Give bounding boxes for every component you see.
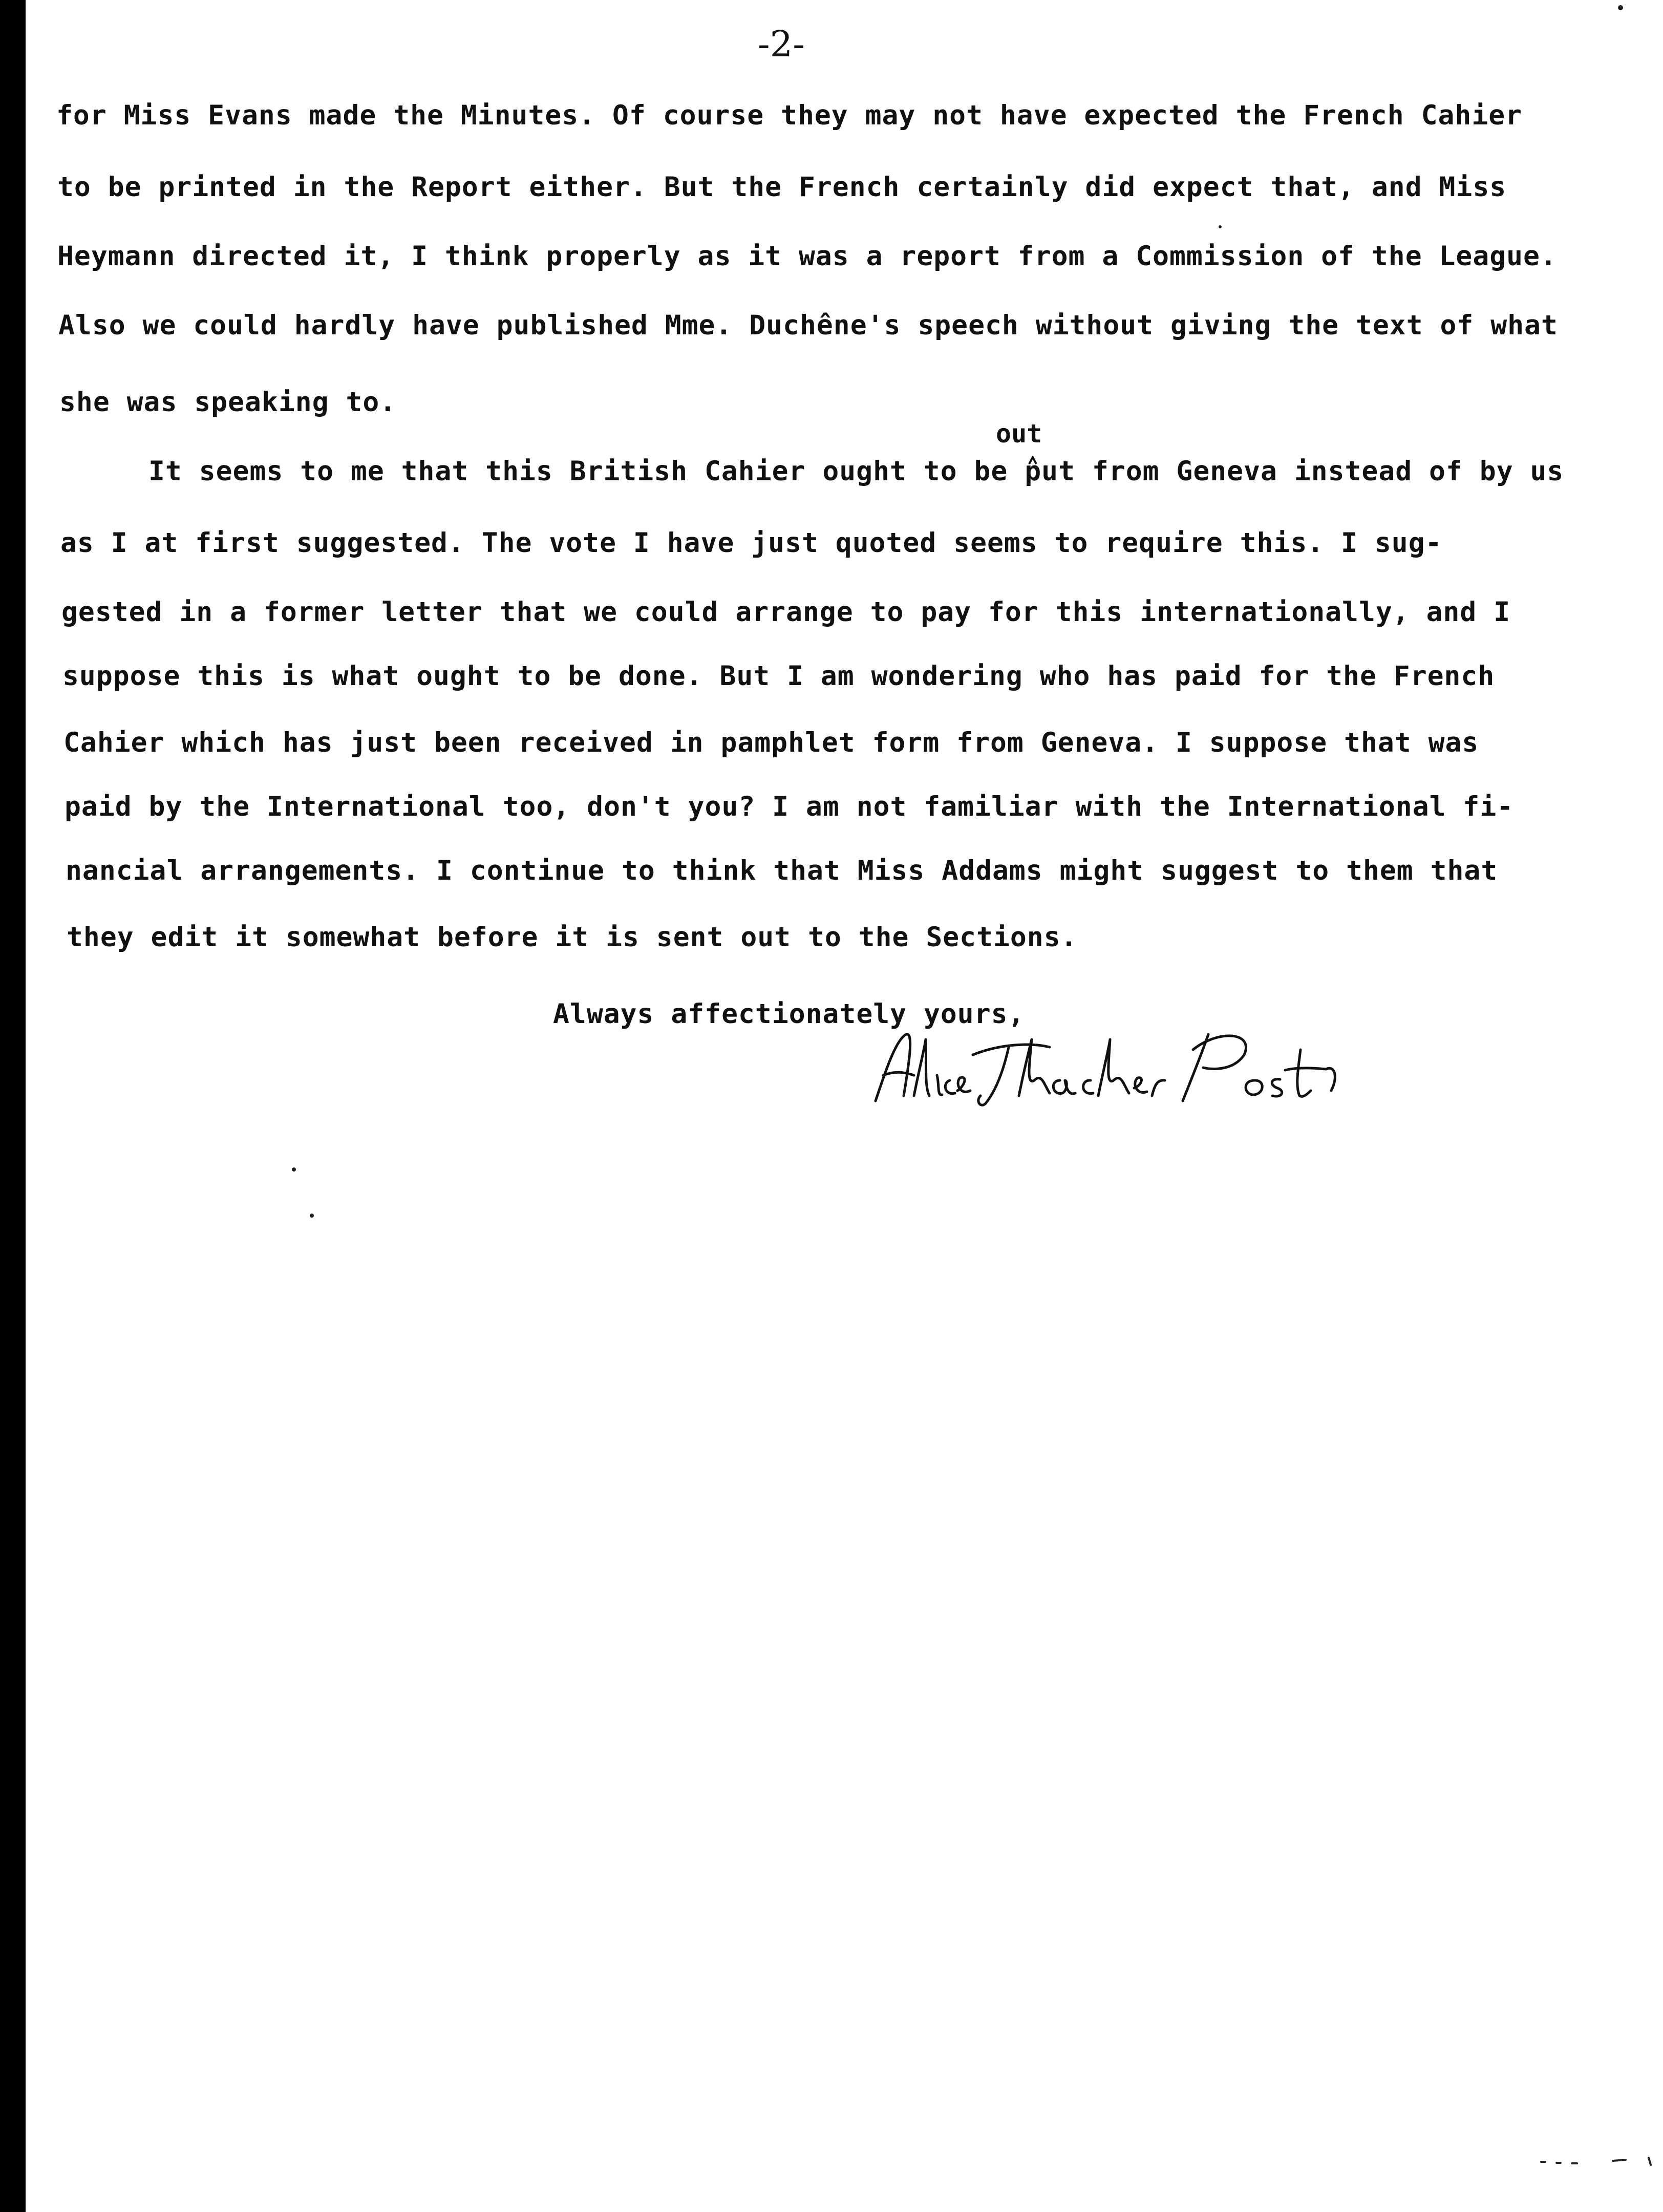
body-line-12: nancial arrangements. I continue to think that Miss Addams might suggest to them that bbox=[66, 855, 1498, 886]
body-line-2: to be printed in the Report either. But the French certainly did expect that, and Miss bbox=[57, 172, 1507, 203]
paper-speck bbox=[1618, 5, 1623, 10]
body-line-8: gested in a former letter that we could arrange to pay for this internationally, and I bbox=[61, 597, 1511, 628]
scan-border bbox=[0, 0, 26, 2212]
paper-speck bbox=[292, 1167, 296, 1172]
handwritten-insertion: out bbox=[996, 419, 1042, 449]
body-line-7: as I at first suggested. The vote I have just quoted seems to require this. I sug- bbox=[60, 527, 1442, 559]
body-line-9: suppose this is what ought to be done. But I am wondering who has paid for the French bbox=[62, 661, 1495, 692]
body-line-6: It seems to me that this British Cahier ought to be put from Geneva instead of by us bbox=[148, 456, 1564, 487]
handwritten-signature bbox=[865, 1019, 1377, 1121]
paper-speck bbox=[1219, 225, 1222, 228]
body-line-1: for Miss Evans made the Minutes. Of course they may not have expected the French Cahier bbox=[56, 100, 1523, 131]
letter-page bbox=[26, 0, 1663, 2212]
page-number: -2- bbox=[758, 23, 805, 65]
body-line-11: paid by the International too, don't you? I am not familiar with the International fi- bbox=[65, 791, 1514, 822]
body-line-4: Also we could hardly have published Mme. Duchêne's speech without giving the text of what bbox=[58, 310, 1558, 341]
closing-salutation: Always affectionately yours, bbox=[553, 998, 1025, 1030]
paper-speck bbox=[310, 1214, 314, 1218]
scan-edge-marks bbox=[1536, 2151, 1663, 2171]
body-line-13: they edit it somewhat before it is sent out to the Sections. bbox=[67, 922, 1078, 953]
body-line-5: she was speaking to. bbox=[59, 387, 397, 418]
body-line-3: Heymann directed it, I think properly as it was a report from a Commission of the League. bbox=[57, 241, 1557, 272]
body-line-10: Cahier which has just been received in pamphlet form from Geneva. I suppose that was bbox=[63, 727, 1479, 758]
